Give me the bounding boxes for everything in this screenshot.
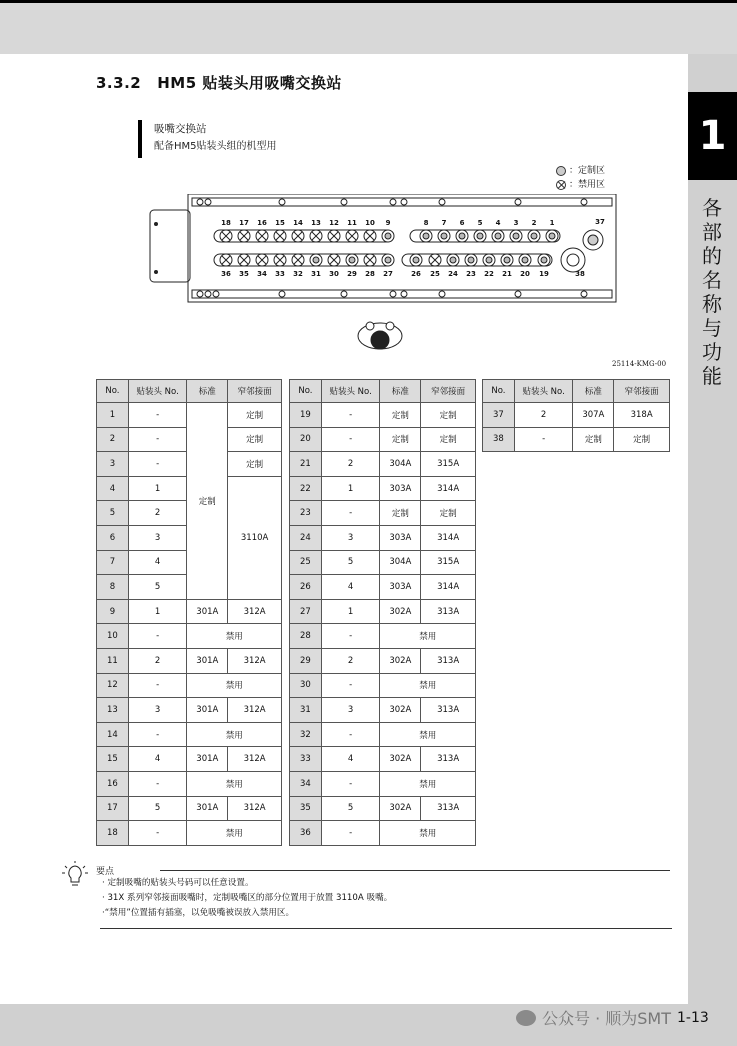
table-row: 26 4 303A 314A <box>290 575 476 600</box>
table-row: 15 4 301A 312A <box>97 747 282 772</box>
nozzle-slot <box>310 254 322 266</box>
nozzle-table-3: No. 贴装头 No. 标准 窄邻接面 37 2 307A 318A 38 - 定制 定制 <box>482 379 670 452</box>
col-narrow: 窄邻接面 <box>228 380 282 403</box>
nozzle-position-labels <box>221 218 605 278</box>
col-standard: 标准 <box>187 380 228 403</box>
position-label: 37 <box>595 218 605 226</box>
table-row: 13 3 301A 312A <box>97 698 282 723</box>
table-row: 23 - 定制 定制 <box>290 501 476 526</box>
table-row: 36 - 禁用 <box>290 821 476 846</box>
nozzle-slot <box>364 230 376 242</box>
table-row: 22 1 303A 314A <box>290 476 476 501</box>
table-row: 11 2 301A 312A <box>97 648 282 673</box>
watermark: 公众号 · 顺为SMT <box>516 1006 671 1029</box>
position-label: 14 <box>293 219 303 227</box>
table-row: 17 5 301A 312A <box>97 796 282 821</box>
position-label: 10 <box>365 219 375 227</box>
caption-line-1: 吸嘴交换站 <box>154 123 207 135</box>
position-label: 38 <box>575 270 585 278</box>
table-row: 28 - 禁用 <box>290 624 476 649</box>
caption-line-2: 配备HM5贴装头组的机型用 <box>154 141 277 152</box>
table-row: 38 - 定制 定制 <box>483 427 670 452</box>
position-label: 15 <box>275 219 285 227</box>
nozzle-slot <box>328 230 340 242</box>
nozzle-slot <box>310 230 322 242</box>
position-label: 31 <box>311 270 321 278</box>
nozzle-slot <box>256 230 268 242</box>
nozzle-slot <box>382 254 394 266</box>
position-label: 8 <box>423 219 429 227</box>
table-row: 27 1 302A 313A <box>290 599 476 624</box>
table-row: 29 2 302A 313A <box>290 648 476 673</box>
col-no: No. <box>97 380 129 403</box>
table-row: 9 1 301A 312A <box>97 599 282 624</box>
nozzle-slot <box>456 230 468 242</box>
table-row: 21 2 304A 315A <box>290 452 476 477</box>
nozzle-slot <box>292 230 304 242</box>
wechat-icon <box>516 1010 536 1026</box>
table-row: 3 - 定制 <box>97 452 282 477</box>
tip-list <box>102 876 392 921</box>
nozzle-table-2: No. 贴装头 No. 标准 窄邻接面 19 - 定制 定制 20 - 定制 定制 21 2 304A 315A 22 1 303A 314A 23 - 定制 定制 24 3 303A 314A 25 5 304A 315A 26 4 303A 314A 27 1 302A 313A 28 - 禁用 29 2 302A 313A 30 - 禁用 31 3 302A 313A 32 - 禁用 33 4 302A 313A 34 - 禁用 35 5 302A 313A 36 - 禁用 <box>289 379 476 846</box>
position-label: 29 <box>347 270 357 278</box>
legend: ：定制区 ：禁用区 <box>556 164 605 192</box>
nozzle-slot <box>382 230 394 242</box>
nozzle-slot <box>438 230 450 242</box>
position-label: 2 <box>531 219 537 227</box>
section-title: 3.3.2 HM5 贴装头用吸嘴交换站 <box>96 74 342 92</box>
table-row: 18 - 禁用 <box>97 821 282 846</box>
table-row: 8 5 <box>97 575 282 600</box>
nozzle-slot <box>538 254 550 266</box>
position-label: 36 <box>221 270 231 278</box>
table-row: 37 2 307A 318A <box>483 403 670 428</box>
nozzle-slot <box>346 254 358 266</box>
nozzle-slot <box>519 254 531 266</box>
position-label: 1 <box>549 219 555 227</box>
nozzle-slot <box>483 254 495 266</box>
tip-label: 要点 <box>96 867 115 877</box>
nozzle-slot <box>274 230 286 242</box>
nozzle-station-diagram <box>148 194 618 364</box>
nozzle-slot <box>420 230 432 242</box>
table-row: 32 - 禁用 <box>290 722 476 747</box>
nozzle-slot <box>510 230 522 242</box>
table-row: 34 - 禁用 <box>290 771 476 796</box>
table-row: 30 - 禁用 <box>290 673 476 698</box>
lightbulb-icon <box>60 860 90 890</box>
position-label: 9 <box>385 219 391 227</box>
page-number: 1-13 <box>677 1010 709 1026</box>
nozzle-slot <box>256 254 268 266</box>
disabled-zone-icon <box>556 180 566 190</box>
position-label: 23 <box>466 270 476 278</box>
table-row: 7 4 <box>97 550 282 575</box>
position-label: 27 <box>383 270 393 278</box>
table-row: 12 - 禁用 <box>97 673 282 698</box>
nozzle-slot <box>346 230 358 242</box>
position-label: 7 <box>441 219 447 227</box>
nozzle-slot <box>410 254 422 266</box>
position-label: 16 <box>257 219 267 227</box>
table-row: 5 2 <box>97 501 282 526</box>
position-label: 12 <box>329 219 339 227</box>
top-band <box>0 0 737 54</box>
nozzle-slot <box>546 230 558 242</box>
nozzle-slot <box>528 230 540 242</box>
nozzle-slot <box>220 230 232 242</box>
table-row: 19 - 定制 定制 <box>290 403 476 428</box>
nozzle-slot <box>328 254 340 266</box>
nozzle-slot <box>364 254 376 266</box>
nozzle-slot <box>292 254 304 266</box>
col-head-no: 贴装头 No. <box>128 380 187 403</box>
table-row: 24 3 303A 314A <box>290 525 476 550</box>
table-row: 1 - 定制 定制 <box>97 403 282 428</box>
position-label: 3 <box>513 219 519 227</box>
nozzle-slot <box>501 254 513 266</box>
table-row: 2 - 定制 <box>97 427 282 452</box>
position-label: 6 <box>459 219 465 227</box>
table-row: 6 3 <box>97 525 282 550</box>
nozzle-slot <box>238 254 250 266</box>
position-label: 26 <box>411 270 421 278</box>
list-item: · 31X 系列窄邻接面吸嘴时，定制吸嘴区的部分位置用于放置 3110A 吸嘴。 <box>102 893 393 903</box>
position-label: 34 <box>257 270 267 278</box>
nozzle-slot <box>474 230 486 242</box>
nozzle-slot <box>220 254 232 266</box>
diagram-code: 25114-KMG-00 <box>612 360 667 368</box>
nozzle-slot <box>492 230 504 242</box>
position-label: 18 <box>221 219 231 227</box>
position-label: 20 <box>520 270 530 278</box>
position-label: 19 <box>539 270 549 278</box>
position-label: 33 <box>275 270 285 278</box>
position-label: 32 <box>293 270 303 278</box>
position-label: 28 <box>365 270 375 278</box>
table-row: 4 1 3110A <box>97 476 282 501</box>
table-row: 25 5 304A 315A <box>290 550 476 575</box>
custom-zone-icon <box>556 166 566 176</box>
position-label: 21 <box>502 270 512 278</box>
table-row: 31 3 302A 313A <box>290 698 476 723</box>
table-row: 14 - 禁用 <box>97 722 282 747</box>
list-item: ·“禁用”位置插有插塞，以免吸嘴被误放入禁用区。 <box>102 908 295 918</box>
position-label: 22 <box>484 270 494 278</box>
nozzle-slot <box>274 254 286 266</box>
position-label: 30 <box>329 270 339 278</box>
position-label: 13 <box>311 219 321 227</box>
table-row: 35 5 302A 313A <box>290 796 476 821</box>
nozzle-slot <box>447 254 459 266</box>
position-label: 24 <box>448 270 458 278</box>
list-item: · 定制吸嘴的贴装头号码可以任意设置。 <box>102 878 254 888</box>
table-row: 10 - 禁用 <box>97 624 282 649</box>
nozzle-slot <box>465 254 477 266</box>
chapter-number: 1 <box>688 92 737 180</box>
table-row: 16 - 禁用 <box>97 771 282 796</box>
position-label: 4 <box>495 219 501 227</box>
position-label: 35 <box>239 270 249 278</box>
table-row: 33 4 302A 313A <box>290 747 476 772</box>
chapter-title: 各 部 的 名 称 与 功 能 <box>702 196 722 388</box>
table-row: 20 - 定制 定制 <box>290 427 476 452</box>
nozzle-positions <box>220 230 558 266</box>
nozzle-slot <box>429 254 441 266</box>
position-label: 17 <box>239 219 249 227</box>
position-label: 11 <box>347 219 357 227</box>
nozzle-slot <box>238 230 250 242</box>
subsection-caption <box>138 120 277 158</box>
position-label: 25 <box>430 270 440 278</box>
position-label: 5 <box>477 219 483 227</box>
nozzle-table-1 <box>96 379 282 846</box>
